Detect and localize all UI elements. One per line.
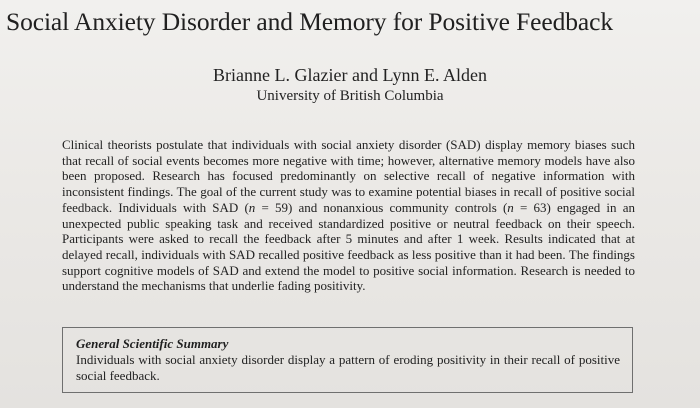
paper-title: Social Anxiety Disorder and Memory for Positive Feedback (6, 7, 613, 36)
abstract-text-part-3: = 63) engaged in an unexpected public speaking task and received standardized positive or neutral feedback on their speech. Participants were asked to recall the feedback after 5 minutes and after 1 week. Results indicated that at delayed recall, individuals with SAD recalled positive feedback as less positive than it had been. The findings support cognitive models of SAD and extend the model to positive social information. Research is needed to understand the mechanisms that underlie fading positivity. (62, 199, 635, 294)
abstract (62, 137, 635, 294)
abstract-text-part-2: = 59) and nonanxious community controls ( (255, 199, 508, 215)
abstract-text-part-1: Clinical theorists postulate that individuals with social anxiety disorder (SAD) display memory biases such that recall of social events becomes more negative with time; however, alternative memory models have also been proposed. Research has focused predominantly on selective recall of negative information with inconsistent findings. The goal of the current study was to examine potential biases in recall of positive social feedback. Individuals with SAD ( (62, 137, 635, 215)
sample-size-symbol-controls: n (507, 199, 514, 215)
summary-text: Individuals with social anxiety disorder display a pattern of eroding positivity in their recall of positive social feedback. (76, 352, 620, 383)
general-scientific-summary-box (62, 327, 633, 393)
paper-affiliation: University of British Columbia (256, 88, 444, 104)
sample-size-symbol-sad: n (248, 199, 256, 215)
paper-authors: Brianne L. Glazier and Lynn E. Alden (213, 65, 487, 85)
summary-heading: General Scientific Summary (76, 336, 229, 351)
